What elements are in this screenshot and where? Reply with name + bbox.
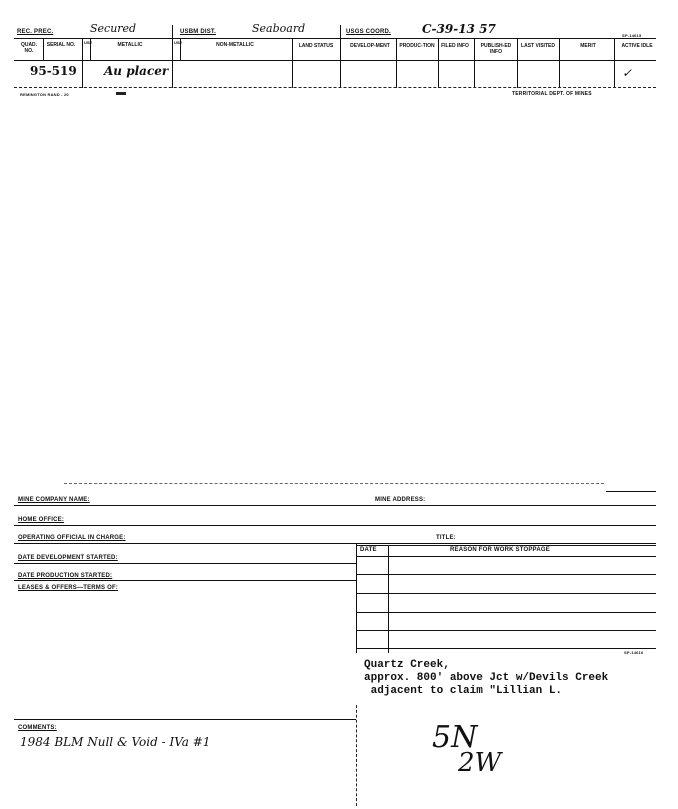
col-develop: DEVELOP-MENT — [350, 43, 390, 49]
col-last-visited: LAST VISITED — [521, 43, 555, 49]
col-production: PRODUC-TION — [399, 43, 435, 49]
usbm-dist-label: USBM DIST. — [180, 29, 217, 35]
grid-line — [180, 39, 181, 60]
header-rule — [14, 60, 656, 61]
card-corner-edge — [606, 491, 656, 492]
col-filed: FILED INFO — [441, 43, 469, 49]
col-nonmetallic: NON-METALLIC — [216, 42, 254, 48]
rule — [356, 545, 656, 546]
rec-prec-value: Secured — [90, 22, 137, 35]
location-line-3: adjacent to claim "Lillian L. — [364, 685, 563, 697]
grid-line — [614, 39, 615, 88]
col-serial: SERIAL NO. — [46, 42, 76, 48]
rule — [356, 593, 656, 594]
grid-line — [517, 39, 518, 88]
top-footer-right: TERRITORIAL DEPT. OF MINES — [512, 91, 592, 97]
rule — [14, 719, 356, 720]
grid-line — [438, 39, 439, 88]
grid-line — [474, 39, 475, 88]
comments-label: COMMENTS: — [18, 725, 57, 731]
top-form-number: SP-14615 — [622, 33, 642, 38]
col-merit: MERIT — [580, 43, 596, 49]
grid-line — [340, 39, 341, 88]
usgs-coord-value: C-39-13 57 — [422, 22, 496, 36]
rule — [14, 580, 356, 581]
rule — [356, 556, 656, 557]
grid-line — [82, 39, 83, 88]
rec-prec-label: REC. PREC. — [17, 29, 54, 35]
rule — [356, 648, 656, 649]
handwritten-2w: 2W — [458, 748, 502, 778]
rule — [14, 563, 356, 564]
active-mark: ✓ — [622, 66, 633, 80]
leases-label: LEASES & OFFERS—TERMS OF: — [18, 585, 119, 591]
grid-line — [43, 39, 44, 60]
comments-value: 1984 BLM Null & Void - IVa #1 — [20, 735, 211, 749]
card-bottom-rule — [14, 87, 656, 88]
title-label: TITLE: — [436, 535, 456, 541]
grid-line — [388, 545, 389, 653]
quad-serial-value: 95-519 — [30, 64, 77, 78]
top-footer-left: REMINGTON RAND - 20 — [20, 92, 69, 97]
rule — [356, 612, 656, 613]
date-column-header: DATE — [360, 547, 377, 553]
grid-line — [396, 39, 397, 88]
card-top-edge — [64, 483, 604, 484]
col-active: ACTIVE IDLE — [621, 43, 653, 49]
col-quad: QUAD. NO. — [20, 42, 38, 54]
grid-line — [356, 543, 357, 653]
col-use-metal: USE — [84, 40, 93, 45]
usbm-dist-value: Seaboard — [252, 22, 306, 35]
grid-line — [90, 39, 91, 60]
col-metallic: METALLIC — [117, 42, 143, 48]
rule — [14, 543, 656, 544]
rule — [356, 574, 656, 575]
top-divider — [172, 25, 173, 38]
rule — [356, 630, 656, 631]
development-started-label: DATE DEVELOPMENT STARTED: — [18, 555, 118, 561]
operating-official-label: OPERATING OFFICIAL IN CHARGE: — [18, 535, 126, 541]
location-line-2: approx. 800' above Jct w/Devils Creek — [364, 672, 609, 684]
usgs-coord-label: USGS COORD. — [346, 29, 391, 35]
col-published: PUBLISH-ED INFO — [480, 43, 512, 55]
metallic-value: Au placer — [104, 64, 169, 78]
grid-line — [559, 39, 560, 88]
col-use-nonmetal: USE — [174, 40, 183, 45]
rule — [14, 505, 656, 506]
bottom-form-number: SP-14616 — [624, 650, 644, 655]
production-started-label: DATE PRODUCTION STARTED: — [18, 573, 113, 579]
mine-company-label: MINE COMPANY NAME: — [18, 497, 90, 503]
grid-line — [356, 705, 357, 806]
handwritten-5n: 5N — [432, 720, 478, 755]
home-office-label: HOME OFFICE: — [18, 517, 65, 523]
footer-mark — [116, 92, 126, 95]
reason-column-header: REASON FOR WORK STOPPAGE — [450, 547, 550, 553]
grid-line — [292, 39, 293, 88]
grid-line — [172, 39, 173, 88]
mine-address-label: MINE ADDRESS: — [375, 497, 426, 503]
rule — [14, 525, 656, 526]
col-land: LAND STATUS — [298, 43, 334, 49]
top-divider — [340, 25, 341, 38]
location-line-1: Quartz Creek, — [364, 659, 450, 671]
